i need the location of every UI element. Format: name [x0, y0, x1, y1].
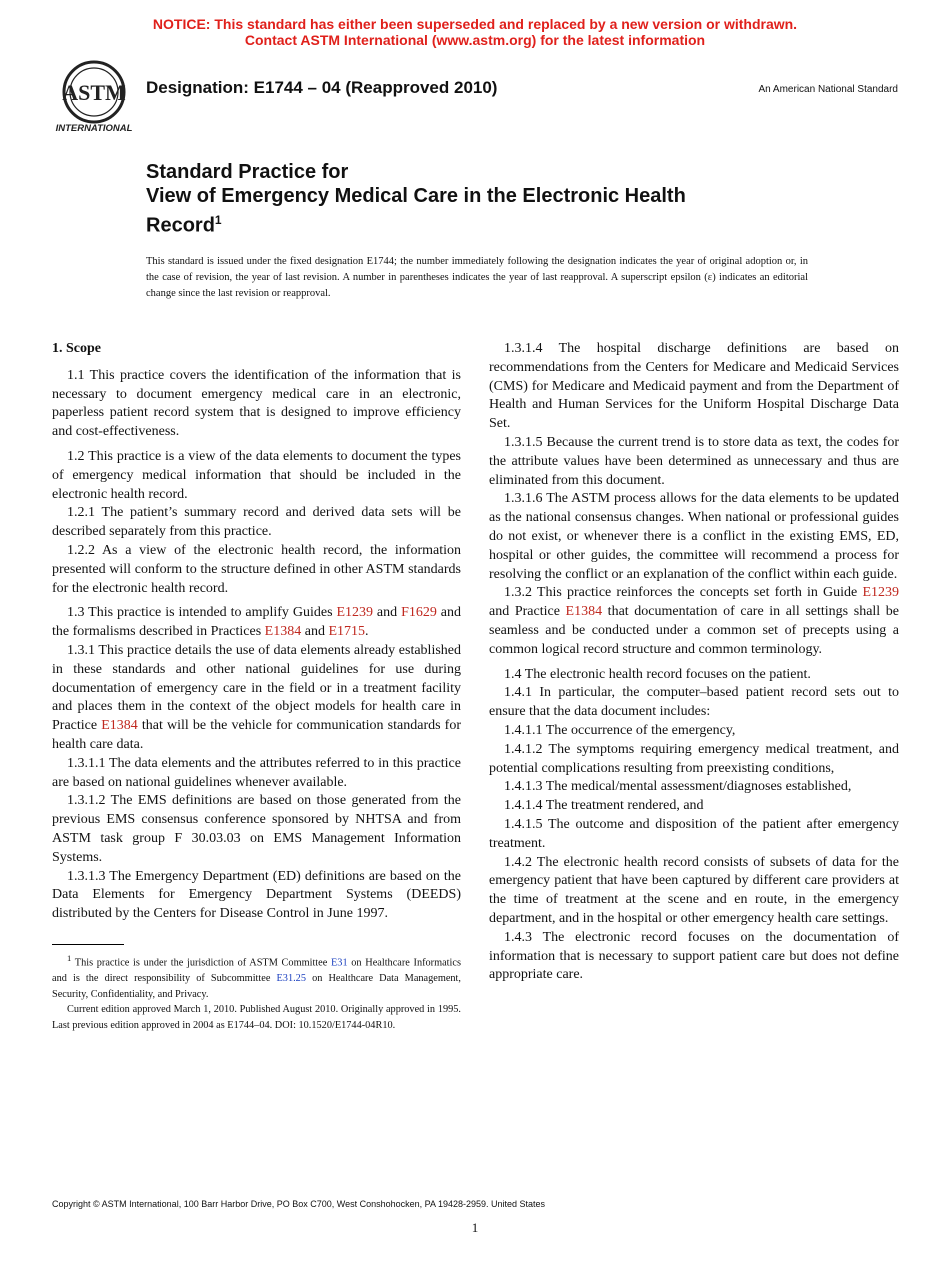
title-record: Record — [146, 214, 215, 237]
astm-logo — [52, 58, 136, 134]
para-1-4-1: 1.4.1 In particular, the computer–based patient record sets out to ensure that the data document includes: — [489, 685, 899, 720]
text: on Healthcare Data Management, Security, Confidentiality, and Privacy. — [52, 972, 461, 1000]
text: 1.3.1 This practice details the use of data elements already established in these standards and other national guidelines for use during documentation of emergency care in the field or in a treatment facility and places them in the context of the object models for health care in Practice — [52, 642, 461, 734]
para-1-4-1-2: 1.4.1.2 The symptoms requiring emergency medical treatment, and potential complications resulting from preexisting conditions, — [489, 741, 899, 776]
title-line-1: Standard Practice for — [146, 161, 349, 183]
para-1-4-2: 1.4.2 The electronic health record consists of subsets of data for the emergency patient that have been captured by different care providers at the time of treatment at the scene and en route, in the emergency department, and in the hospital or other emergency health care settings. — [489, 854, 899, 926]
text: on Healthcare Informatics and is the direct responsibility of Subcommittee — [52, 957, 461, 984]
text: This practice is under the jurisdiction of ASTM Committee — [71, 957, 331, 969]
footnote-1 — [52, 951, 461, 1002]
para-1-4-1-1: 1.4.1.1 The occurrence of the emergency, — [504, 722, 736, 738]
para-1-3-1-5: 1.3.1.5 Because the current trend is to store data as text, the codes for the attribute values have been determined as unnecessary and thus are eliminated from this document. — [489, 434, 899, 488]
text: and — [301, 624, 329, 640]
text: and Practice — [489, 604, 566, 620]
text: and the formalisms described in Practices — [52, 605, 462, 640]
title-footnote-mark: 1 — [214, 213, 222, 227]
ref-link-e31[interactable]: E31 — [331, 957, 348, 969]
ref-link-f1629[interactable]: F1629 — [401, 605, 437, 621]
text: 1.3 This practice is intended to amplify Guides — [67, 605, 337, 621]
ref-link-e1384[interactable]: E1384 — [565, 604, 603, 620]
para-1-3-1-2: 1.3.1.2 The EMS definitions are based on those generated from the previous EMS consensus conference sponsored by NHTSA and from ASTM task group F 30.03.03 on EMS Management Information Systems. — [52, 793, 461, 865]
ref-link-e1715[interactable]: E1715 — [328, 624, 366, 640]
ref-link-e1239[interactable]: E1239 — [336, 605, 374, 621]
para-1-3-1-1: 1.3.1.1 The data elements and the attributes referred to in this practice are based on national guidelines whenever available. — [52, 755, 461, 790]
para-1-4-1-4: 1.4.1.4 The treatment rendered, and — [504, 798, 704, 814]
copyright-line: Copyright © ASTM International, 100 Barr Harbor Drive, PO Box C700, West Conshohocken, PA 19428-2959. United States — [52, 1199, 546, 1209]
ref-link-e1384[interactable]: E1384 — [264, 624, 302, 640]
para-1-2-1: 1.2.1 The patient’s summary record and derived data sets will be described separately from this practice. — [52, 505, 461, 540]
para-1-1: 1.1 This practice covers the identification of the information that is necessary to document emergency medical care in an electronic, paperless patient record system that is designed to improve efficiency and cost-effectiveness. — [52, 367, 461, 440]
ref-link-e1384[interactable]: E1384 — [101, 718, 138, 734]
footnote-mark: 1 — [67, 952, 72, 963]
footnote-divider — [52, 944, 124, 945]
ref-link-e31-25[interactable]: E31.25 — [276, 972, 306, 984]
page-number: 1 — [471, 1220, 479, 1235]
para-1-2-2: 1.2.2 As a view of the electronic health record, the information presented will conform to the structure defined in other ASTM standards for the electronic health record. — [52, 542, 461, 596]
para-1-4: 1.4 The electronic health record focuses on the patient. — [504, 666, 811, 682]
document-title — [146, 160, 846, 238]
notice-line-1: NOTICE: This standard has either been superseded and replaced by a new version or withdrawn. — [152, 16, 798, 32]
para-1-2: 1.2 This practice is a view of the data elements to document the types of emergency medical information that should be included in the electronic health record. — [52, 448, 461, 502]
section-heading-scope: 1. Scope — [52, 341, 101, 356]
issued-note: This standard is issued under the fixed designation E1744; the number immediately following the designation indicates the year of original adoption or, in the case of revision, the year of last revision. A number in parentheses indicates the year of last reapproval. A superscript epsilon (ε) indicates an editorial change since the last revision or reapproval. — [146, 256, 808, 299]
withdrawal-notice — [0, 16, 950, 48]
para-1-3-2 — [489, 584, 899, 659]
para-1-4-1-3: 1.4.1.3 The medical/mental assessment/diagnoses established, — [504, 779, 852, 795]
para-1-4-3: 1.4.3 The electronic record focuses on the documentation of information that is necessary to support patient care but does not define appropriate care. — [489, 929, 899, 983]
text: . — [365, 624, 369, 640]
para-1-3 — [52, 604, 461, 642]
para-1-3-1-4: 1.3.1.4 The hospital discharge definitions are based on recommendations from the Centers for Medicare and Medicaid Services (CMS) for Medicare and Medicaid payment and from the Department of Health and Human Services for the Uniform Hospital Discharge Data Set. — [489, 341, 899, 432]
national-standard-label: An American National Standard — [758, 84, 898, 95]
right-column — [489, 340, 899, 985]
para-1-4-1-5: 1.4.1.5 The outcome and disposition of the patient after emergency treatment. — [489, 816, 899, 851]
title-line-2: View of Emergency Medical Care in the Electronic Health — [146, 185, 686, 207]
para-1-3-1 — [52, 642, 461, 755]
text: 1.3.2 This practice reinforces the concepts set forth in Guide — [504, 585, 863, 601]
ref-link-e1239[interactable]: E1239 — [862, 585, 899, 601]
title-line-3 — [146, 208, 846, 238]
para-1-3-1-6: 1.3.1.6 The ASTM process allows for the data elements to be updated as the national consensus changes. When national or professional guides do not exist, or whenever there is a conflict in the existing EMS, ED, hospital or other guides, the committee will recommend a process for resolving the conflict or an explanation of the conflict within each guide. — [489, 491, 899, 582]
footnote-2: Current edition approved March 1, 2010. Published August 2010. Originally approved in 1995. Last previous edition approved in 2004 as E1744–04. DOI: 10.1520/E1744-04R10. — [52, 1004, 461, 1031]
logo-subtext: INTERNATIONAL — [55, 123, 133, 134]
text: that documentation of care in all settings shall be seamless and be conducted under a common set of precepts using a common logical record structure and common terminology. — [489, 604, 900, 657]
logo-text: ASTM — [62, 80, 126, 105]
designation: Designation: E1744 – 04 (Reapproved 2010) — [146, 78, 498, 97]
text: and — [373, 605, 402, 621]
text: that will be the vehicle for communication standards for health care data. — [52, 718, 462, 752]
left-column — [52, 340, 461, 1033]
para-1-3-1-3: 1.3.1.3 The Emergency Department (ED) definitions are based on the Data Elements for Emergency Department Systems (DEEDS) distributed by the Centers for Disease Control in June 1997. — [52, 868, 461, 922]
notice-line-2: Contact ASTM International (www.astm.org) for the latest information — [244, 32, 706, 48]
